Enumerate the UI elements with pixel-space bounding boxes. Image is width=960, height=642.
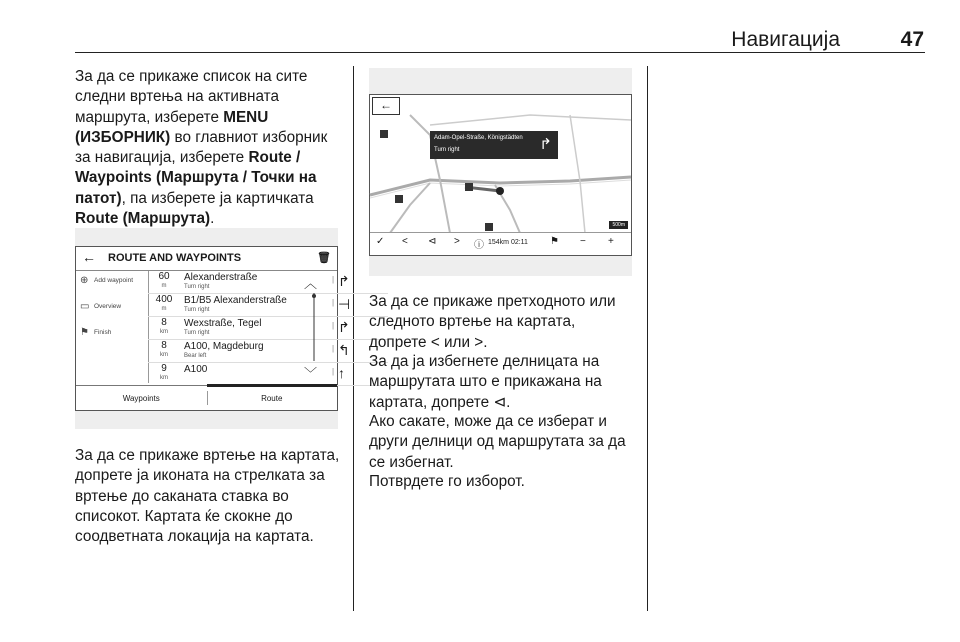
avoid-paragraph: За да ја избегнете делницата на маршрутата што е прикажана на картата, допрете ⊲. [369,353,602,411]
column-divider-2 [647,66,648,611]
route-row[interactable] [148,363,388,386]
header-rule [75,52,925,53]
side-label: Finish [94,329,112,336]
turn-arrow-icon[interactable]: ↑ [338,365,345,381]
map-view[interactable] [370,95,631,233]
row-street: A100, Magdeburg [184,341,264,352]
banner-turn-icon: ↱ [539,136,552,153]
intro-paragraph [75,67,347,229]
poi-icon [465,183,473,191]
add-waypoint-icon: ⊕ [80,275,89,286]
map-road [430,115,631,125]
row-distance: 8 [161,317,167,328]
trash-icon[interactable]: 🗑 [317,252,331,264]
row-unit: m [161,306,167,312]
poi-icon [485,223,493,231]
turn-arrow-icon[interactable]: ↰ [338,342,350,358]
turn-arrow-icon[interactable]: ⊣ [338,296,351,312]
turn-banner [430,131,558,159]
row-instruction: Turn right [184,330,210,336]
page-number: 47 [900,28,924,51]
row-unit: km [160,352,168,358]
row-unit: km [160,375,168,381]
text-run: . [210,210,215,228]
zoom-out-button[interactable]: − [580,236,586,247]
side-label: Overview [94,303,122,310]
map-road [570,115,585,233]
row-unit: m [161,283,167,289]
zoom-in-button[interactable]: + [608,236,614,247]
previous-turn-button[interactable]: < [402,236,408,247]
side-label: Add waypoint [94,277,134,284]
route-row[interactable] [148,317,388,340]
tab-route[interactable]: Route [261,394,283,403]
route-list-header [76,247,337,271]
info-icon[interactable]: ⓘ [474,240,484,251]
row-unit: km [160,329,168,335]
row-instruction: Turn right [184,307,210,313]
row-street: B1/B5 Alexanderstraße [184,295,287,306]
finish-flag-icon: ⚑ [80,327,89,338]
scroll-column [298,271,328,383]
scrollbar[interactable] [312,293,316,361]
bold-term-waypoints: Route / Waypoints (Маршрута / Точки на патот) [75,149,317,207]
finish-button[interactable] [80,329,111,337]
map-road [390,183,430,233]
back-arrow-icon[interactable]: ← [82,249,96,265]
page-header-title: Навигација [731,28,840,51]
overview-icon: ▭ [80,301,90,312]
add-waypoint-button[interactable] [80,277,134,285]
route-list-figure [75,228,351,429]
row-street: Wexstraße, Tegel [184,318,262,329]
text-run: За да се прикаже список на сите следни вртења на активната маршрута, изберете [75,68,308,126]
map-back-button[interactable]: ← [372,97,400,115]
text-run: , па изберете ја картичката [121,189,314,207]
tab-waypoints[interactable]: Waypoints [122,394,160,403]
turn-paragraph: За да се прикаже вртење на картата, допрете ја иконата на стрелката за вртење до саканата ставка во списокот. Картата ќе скокне до соодветната локација на картата. [75,447,340,546]
scroll-down-icon[interactable]: ﹀ [304,366,318,381]
row-distance: 8 [161,340,167,351]
row-distance: 400 [155,294,173,305]
row-street: Alexanderstraße [184,272,258,283]
poi-icon [395,195,403,203]
scroll-up-icon[interactable]: ︿ [304,276,318,291]
row-separator: | [332,298,335,307]
route-row[interactable] [148,271,388,294]
route-row[interactable] [148,340,388,363]
text-run: во главниот изборник за навигација, изберете [75,128,328,167]
route-list-title: ROUTE AND WAYPOINTS [108,252,242,264]
eta-readout: 154km 02:11 [488,239,528,246]
confirm-check-icon[interactable]: ✓ [376,236,385,247]
banner-street: Adam-Opel-Straße, Königstädten [434,135,523,141]
row-separator: | [332,321,335,330]
map-toolbar [370,232,631,255]
avoid-segment-icon[interactable]: ⊲ [428,236,437,247]
position-marker [496,187,504,195]
row-separator: | [332,367,335,376]
next-turn-button[interactable]: > [454,236,460,247]
poi-icon [380,130,388,138]
route-list-sidebar [76,271,149,383]
route-list-screen [75,246,351,411]
route-list-tabs [76,385,337,410]
other-segments-paragraph: Ако сакате, може да се изберат и други делници од маршрутата за да се избегнат. [369,413,626,471]
row-separator: | [332,344,335,353]
overview-button[interactable] [80,303,121,311]
turn-arrow-icon[interactable]: ↱ [338,319,350,335]
destination-flag-icon[interactable]: ⚑ [550,236,559,247]
map-screen [369,94,632,256]
banner-instruction: Turn right [434,147,460,153]
row-street: A100 [184,364,208,375]
confirm-paragraph: Потврдете го изборот. [369,473,525,490]
map-figure [369,68,632,276]
map-scale: 500m [609,221,628,229]
bold-term-route: Route (Маршрута) [75,210,211,228]
row-instruction: Turn right [184,284,210,290]
row-distance: 9 [161,363,167,374]
active-tab-indicator [207,384,338,387]
bold-term-menu: MENU (ИЗБОРНИК) [75,108,269,146]
prev-next-paragraph: За да се прикаже претходното или следното вртење на картата, допрете < или >. [369,293,616,351]
row-instruction: Bear left [184,353,207,359]
turn-arrow-icon[interactable]: ↱ [338,273,350,289]
row-distance: 60 [158,271,170,282]
row-separator: | [332,275,335,284]
route-row[interactable] [148,294,388,317]
